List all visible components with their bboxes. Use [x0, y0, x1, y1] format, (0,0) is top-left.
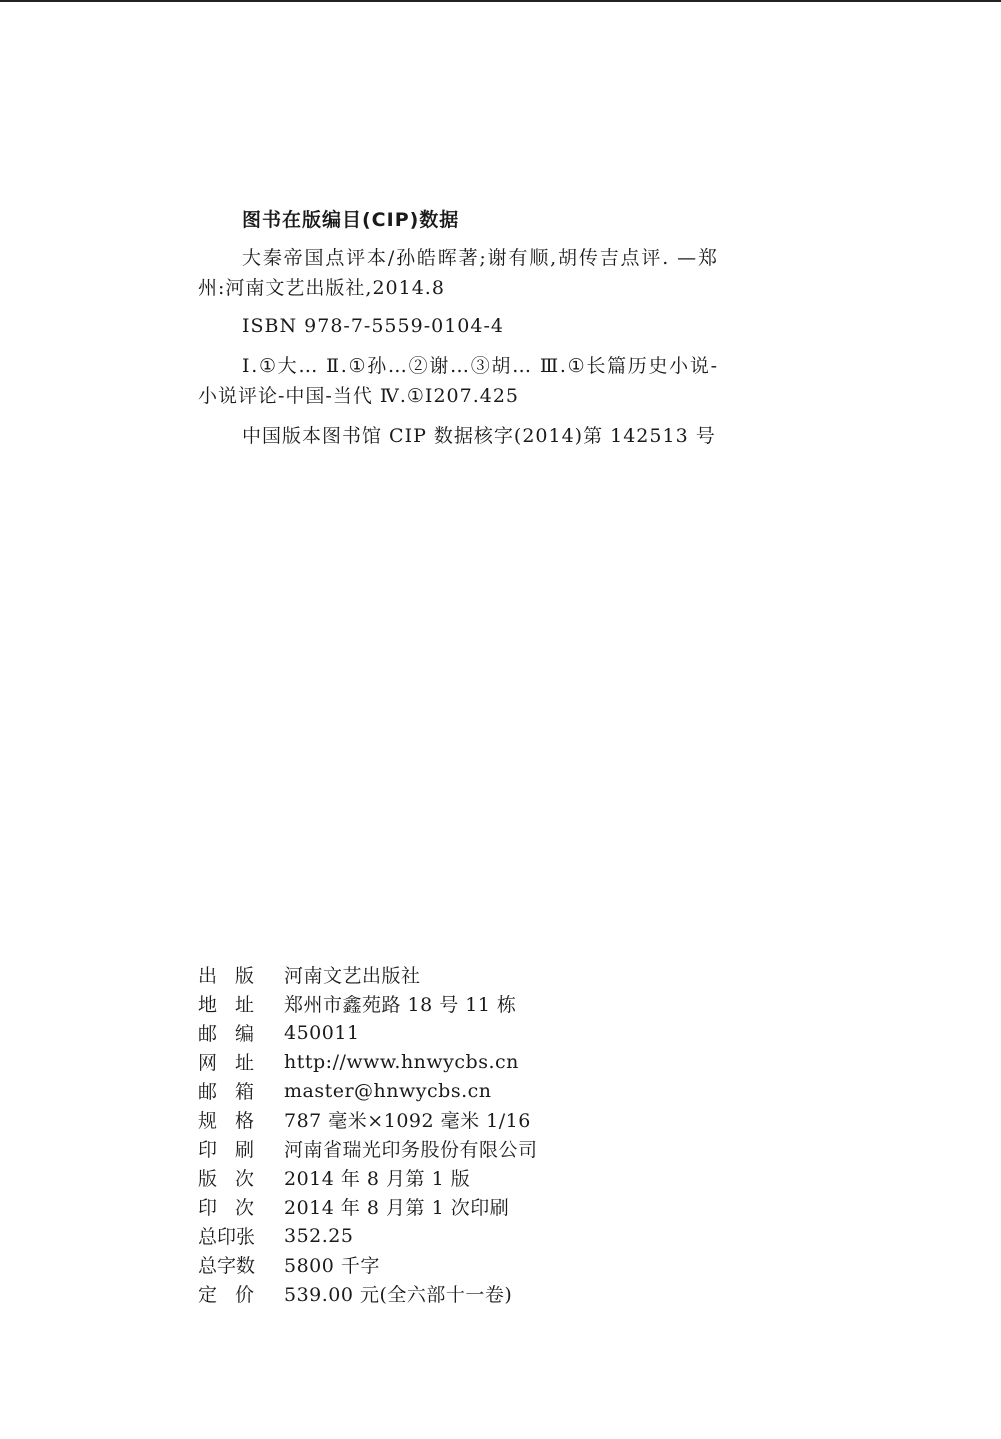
info-label: 邮编: [198, 1023, 273, 1045]
publication-info-table: [198, 960, 538, 1308]
cip-number: 中国版本图书馆 CIP 数据核字(2014)第 142513 号: [242, 425, 716, 447]
info-value: 河南文艺出版社: [284, 965, 421, 987]
info-value: 450011: [284, 1021, 360, 1044]
top-rule: [0, 0, 1001, 2]
cip-title: 图书在版编目(CIP)数据: [242, 209, 460, 231]
info-label: 定价: [198, 1284, 273, 1306]
info-value: 352.25: [284, 1224, 354, 1247]
info-value: 郑州市鑫苑路 18 号 11 栋: [284, 994, 517, 1016]
info-value: 539.00 元(全六部十一卷): [284, 1284, 513, 1306]
info-row-website: [198, 1047, 538, 1076]
info-value: 2014 年 8 月第 1 次印刷: [284, 1197, 510, 1219]
info-value: 5800 千字: [284, 1255, 380, 1277]
cip-block: [198, 205, 718, 451]
info-row-word-count: [198, 1250, 538, 1279]
info-value: 787 毫米×1092 毫米 1/16: [284, 1110, 531, 1132]
info-row-total-sheets: [198, 1221, 538, 1250]
cip-entry: 大秦帝国点评本/孙皓晖著;谢有顺,胡传吉点评. —郑州:河南文艺出版社,2014.8: [198, 247, 718, 299]
info-label: 地址: [198, 994, 273, 1016]
info-label: 总印张: [198, 1226, 256, 1248]
info-label: 总字数: [198, 1255, 256, 1277]
info-value: master@hnwycbs.cn: [284, 1079, 492, 1102]
info-value: http://www.hnwycbs.cn: [284, 1050, 519, 1073]
info-row-email: [198, 1076, 538, 1105]
cip-classification: Ⅰ.①大… Ⅱ.①孙…②谢…③胡… Ⅲ.①长篇历史小说-小说评论-中国-当代 Ⅳ.①I207.425: [198, 355, 718, 407]
info-row-printer: [198, 1134, 538, 1163]
info-row-printing: [198, 1192, 538, 1221]
info-label: 出版: [198, 965, 273, 987]
info-value: 2014 年 8 月第 1 版: [284, 1168, 471, 1190]
info-row-postcode: [198, 1018, 538, 1047]
info-label: 网址: [198, 1052, 273, 1074]
info-row-publisher: [198, 960, 538, 989]
info-label: 印刷: [198, 1139, 273, 1161]
info-row-address: [198, 989, 538, 1018]
info-label: 印次: [198, 1197, 273, 1219]
info-value: 河南省瑞光印务股份有限公司: [284, 1139, 538, 1161]
info-label: 规格: [198, 1110, 273, 1132]
info-row-price: [198, 1279, 538, 1308]
info-label: 版次: [198, 1168, 273, 1190]
cip-isbn: ISBN 978-7-5559-0104-4: [242, 315, 504, 337]
info-row-edition: [198, 1163, 538, 1192]
info-row-format: [198, 1105, 538, 1134]
info-label: 邮箱: [198, 1081, 273, 1103]
